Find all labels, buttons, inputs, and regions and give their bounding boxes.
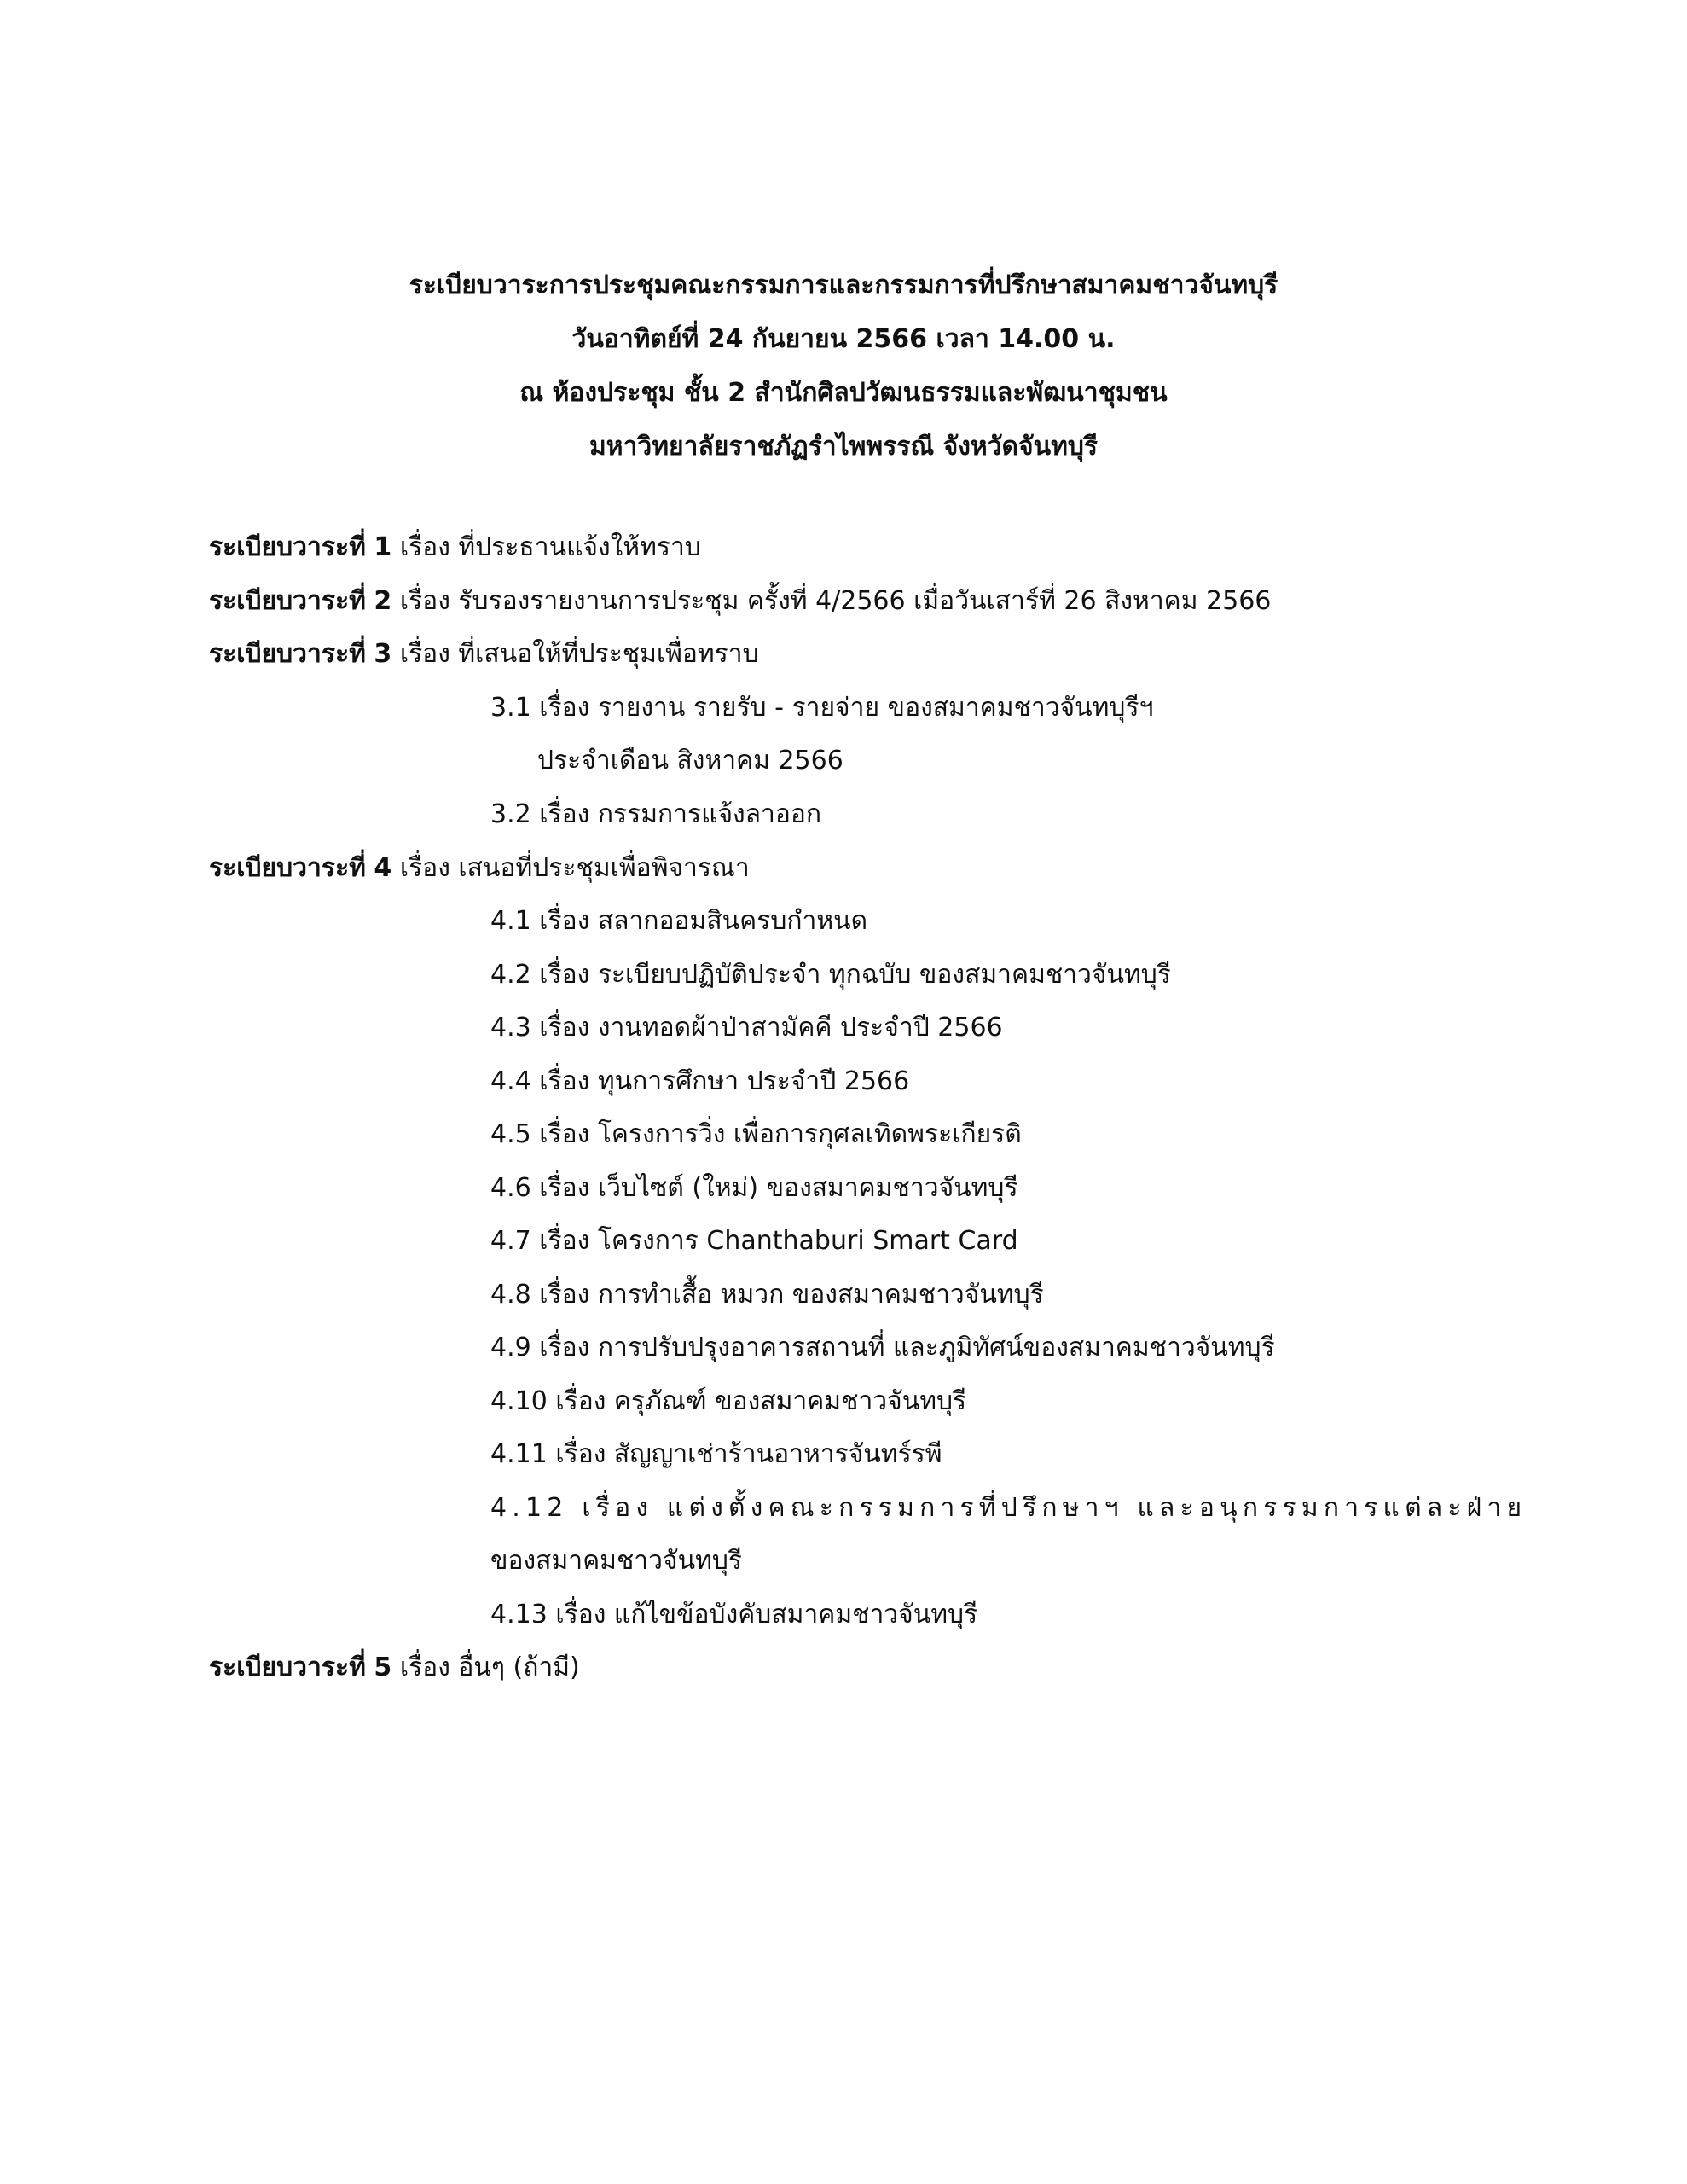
agenda-item-1	[209, 531, 701, 565]
sub-item-4-1: 4.1 เรื่อง สลากออมสินครบกำหนด	[490, 906, 868, 936]
agenda-number: 5	[374, 1653, 392, 1682]
agenda-text: เรื่อง รับรองรายงานการประชุม ครั้งที่ 4/2566 เมื่อวันเสาร์ที่ 26 สิงหาคม 2566	[399, 586, 1272, 616]
agenda-text: เรื่อง ที่เสนอให้ที่ประชุมเพื่อทราบ	[399, 639, 759, 669]
agenda-number: 4	[374, 853, 392, 883]
sub-item-4-8: 4.8 เรื่อง การทำเสื้อ หมวก ของสมาคมชาวจันทบุรี	[490, 1280, 1044, 1310]
sub-item-4-12-continuation: ของสมาคมชาวจันทบุรี	[490, 1546, 743, 1576]
sub-item-4-2: 4.2 เรื่อง ระเบียบปฏิบัติประจำ ทุกฉบับ ของสมาคมชาวจันทบุรี	[490, 960, 1171, 990]
agenda-item-4	[209, 851, 750, 886]
meeting-venue-institution: มหาวิทยาลัยราชภัฏรำไพพรรณี จังหวัดจันทบุรี	[588, 432, 1099, 462]
agenda-label: ระเบียบวาระที่	[209, 853, 366, 883]
meeting-venue: ณ ห้องประชุม ชั้น 2 สำนักศิลปวัฒนธรรมและพัฒนาชุมชน	[519, 378, 1168, 408]
agenda-text: เรื่อง ที่ประธานแจ้งให้ทราบ	[399, 532, 701, 562]
sub-item-4-4: 4.4 เรื่อง ทุนการศึกษา ประจำปี 2566	[490, 1066, 910, 1096]
agenda-number: 3	[374, 639, 392, 669]
document-title: ระเบียบวาระการประชุมคณะกรรมการและกรรมการที่ปรึกษาสมาคมชาวจันทบุรี	[409, 270, 1278, 300]
agenda-label: ระเบียบวาระที่	[209, 532, 366, 562]
agenda-item-3	[209, 637, 759, 671]
sub-item-4-6: 4.6 เรื่อง เว็บไซต์ (ใหม่) ของสมาคมชาวจันทบุรี	[490, 1173, 1018, 1203]
sub-item-3-2: 3.2 เรื่อง กรรมการแจ้งลาออก	[490, 799, 822, 829]
agenda-text: เรื่อง เสนอที่ประชุมเพื่อพิจารณา	[399, 853, 750, 883]
agenda-text: เรื่อง อื่นๆ (ถ้ามี)	[399, 1653, 580, 1682]
agenda-item-5	[209, 1651, 580, 1685]
sub-item-3-1-continuation: ประจำเดือน สิงหาคม 2566	[537, 746, 844, 775]
sub-item-4-3: 4.3 เรื่อง งานทอดผ้าป่าสามัคคี ประจำปี 2566	[490, 1013, 1003, 1043]
sub-item-4-12: 4.12 เรื่อง แต่งตั้งคณะกรรมการที่ปรึกษาฯ และอนุกรรมการแต่ละฝ่าย	[490, 1493, 1528, 1523]
sub-item-4-10: 4.10 เรื่อง ครุภัณฑ์ ของสมาคมชาวจันทบุรี	[490, 1386, 967, 1416]
sub-item-4-11: 4.11 เรื่อง สัญญาเช่าร้านอาหารจันทร์รพี	[490, 1439, 942, 1469]
agenda-number: 1	[374, 532, 392, 562]
sub-item-3-1: 3.1 เรื่อง รายงาน รายรับ - รายจ่าย ของสมาคมชาวจันทบุรีฯ	[490, 693, 1154, 723]
meeting-date-time: วันอาทิตย์ที่ 24 กันยายน 2566 เวลา 14.00 น.	[571, 324, 1116, 354]
agenda-label: ระเบียบวาระที่	[209, 1653, 366, 1682]
agenda-label: ระเบียบวาระที่	[209, 586, 366, 616]
sub-item-4-9: 4.9 เรื่อง การปรับปรุงอาคารสถานที่ และภูมิทัศน์ของสมาคมชาวจันทบุรี	[490, 1333, 1275, 1362]
sub-item-4-13: 4.13 เรื่อง แก้ไขข้อบังคับสมาคมชาวจันทบุรี	[490, 1600, 978, 1629]
agenda-number: 2	[374, 586, 392, 616]
agenda-label: ระเบียบวาระที่	[209, 639, 366, 669]
sub-item-4-5: 4.5 เรื่อง โครงการวิ่ง เพื่อการกุศลเทิดพระเกียรติ	[490, 1119, 1022, 1149]
agenda-item-2	[209, 584, 1271, 619]
sub-item-4-7: 4.7 เรื่อง โครงการ Chanthaburi Smart Card	[490, 1226, 1018, 1256]
